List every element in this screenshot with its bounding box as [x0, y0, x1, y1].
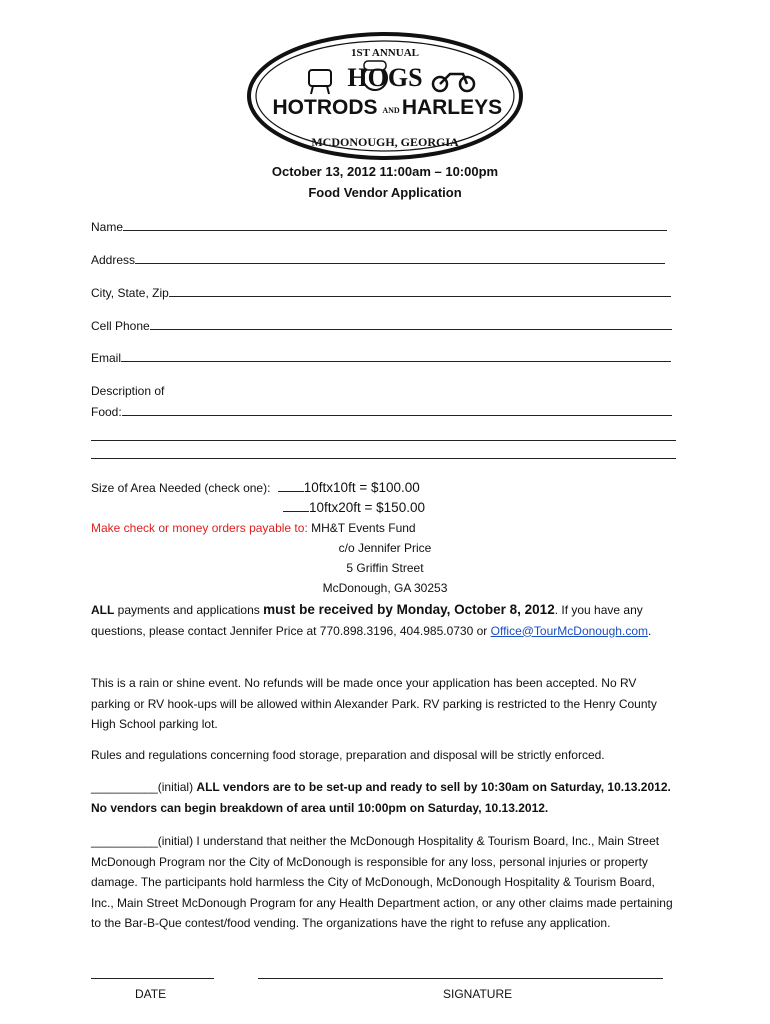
food-field-line-3[interactable]: [91, 458, 676, 459]
size-10x10-option: 10ftx10ft = $100.00: [303, 480, 420, 495]
deadline-text-1: payments and applications: [114, 603, 264, 617]
size-row-2: [283, 500, 425, 515]
payable-name: MH&T Events Fund: [311, 521, 416, 535]
initial-1-paragraph: [91, 777, 676, 818]
rules-paragraph: Rules and regulations concerning food storage, preparation and disposal will be strictly enforced.: [91, 748, 605, 762]
initial-2-text: (initial) I understand that neither the McDonough Hospitality & Tourism Board, Inc., Main Street McDonough Program nor the City of McDonough is responsible for any loss, personal injuries or property damage. The participants hold harmless the City of McDonough, McDonough Hospitality & Tourism Board, Inc., Main Street McDonough Program for any Health Department action, or any other claims made pertaining to the Bar-B-Que contest/food vending. The organizations have the right to refuse any application.: [91, 834, 673, 930]
name-row: [91, 220, 667, 234]
email-row: [91, 351, 671, 365]
food-field-line-2[interactable]: [91, 440, 676, 441]
date-label: DATE: [135, 987, 167, 1001]
logo-edition: 1ST ANNUAL: [351, 47, 419, 59]
size-10x10-check[interactable]: [278, 481, 304, 492]
event-logo: [245, 28, 525, 162]
logo-and: AND: [382, 106, 400, 115]
payable-label: Make check or money orders payable to:: [91, 521, 308, 535]
deadline-text-3: .: [647, 623, 652, 638]
logo-place: MCDONOUGH, GEORGIA: [311, 135, 459, 149]
logo-hotrods: HOTRODS: [272, 96, 378, 119]
contact-email-link[interactable]: Office@TourMcDonough.com: [490, 623, 648, 638]
initial-1-blank[interactable]: __________: [91, 780, 158, 794]
deadline-paragraph: [91, 600, 676, 641]
deadline-text-2: . If you have any questions, please contact Jennifer Price at 770.898.3196, 404.985.0730 or: [91, 603, 643, 638]
food-field[interactable]: [122, 405, 672, 416]
size-10x20-check[interactable]: [283, 501, 309, 512]
email-field[interactable]: [121, 351, 671, 362]
payable-co: c/o Jennifer Price: [338, 541, 432, 555]
phone-label: Cell Phone: [91, 319, 150, 333]
deadline-date: must be received by Monday, October 8, 2012: [263, 602, 555, 617]
form-title: Food Vendor Application: [308, 185, 462, 200]
payable-city: McDonough, GA 30253: [322, 581, 448, 595]
signature-field[interactable]: [258, 978, 663, 979]
payable-row: [91, 521, 416, 535]
food-label: Food:: [91, 405, 122, 419]
size-row: [91, 480, 420, 495]
address-field[interactable]: [135, 253, 665, 264]
rain-paragraph: This is a rain or shine event. No refunds will be made once your application has been accepted. No RV parking or RV hook-ups will be allowed within Alexander Park. RV parking is restricted to the Henry County High School parking lot.: [91, 676, 657, 731]
address-row: [91, 253, 665, 267]
city-label: City, State, Zip: [91, 286, 169, 300]
food-row: [91, 405, 672, 419]
initial-1-label: (initial): [157, 780, 197, 794]
name-label: Name: [91, 220, 124, 234]
city-field[interactable]: [169, 286, 671, 297]
city-row: [91, 286, 671, 300]
address-label: Address: [91, 253, 136, 267]
initial-1-text: ALL vendors are to be set-up and ready to sell by 10:30am on Saturday, 10.13.2012. No vendors can begin breakdown of area until 10:00pm on Saturday, 10.13.2012.: [91, 780, 671, 815]
phone-field[interactable]: [150, 319, 672, 330]
payable-street: 5 Griffin Street: [346, 561, 424, 575]
event-date: October 13, 2012 11:00am – 10:00pm: [271, 164, 499, 179]
description-label: Description of: [91, 384, 165, 398]
signature-label: SIGNATURE: [443, 987, 513, 1001]
email-label: Email: [91, 351, 122, 365]
logo-hogs: HOGS: [347, 63, 423, 92]
deadline-all: ALL: [91, 603, 115, 617]
initial-2-blank[interactable]: __________: [91, 834, 158, 848]
initial-2-paragraph: [91, 831, 676, 934]
logo-harleys: HARLEYS: [401, 96, 503, 119]
size-10x20-option: 10ftx20ft = $150.00: [309, 500, 425, 515]
name-field[interactable]: [123, 220, 667, 231]
phone-row: [91, 319, 672, 333]
date-field[interactable]: [91, 978, 214, 979]
size-label: Size of Area Needed (check one):: [91, 481, 271, 495]
